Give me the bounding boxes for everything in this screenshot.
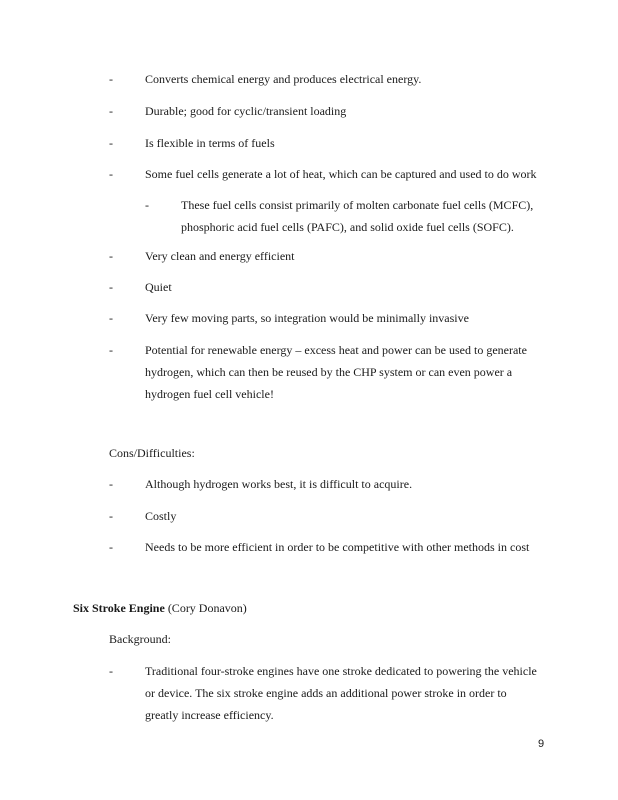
list-item-text: Costly — [145, 509, 177, 523]
list-item-text: Very clean and energy efficient — [145, 249, 295, 263]
bullet-dash: - — [109, 540, 113, 554]
list-item-text: Some fuel cells generate a lot of heat, which can be captured and used to do work — [145, 167, 537, 181]
list-item-text: Very few moving parts, so integration would be minimally invasive — [145, 311, 469, 325]
cons-heading: Cons/Difficulties: — [109, 446, 195, 460]
list-item-text: Needs to be more efficient in order to be competitive with other methods in cost — [145, 540, 530, 554]
list-item-text: hydrogen, which can then be reused by the CHP system or can even power a — [145, 365, 513, 379]
list-item-text: hydrogen fuel cell vehicle! — [145, 387, 274, 401]
list-item-text: Converts chemical energy and produces electrical energy. — [145, 72, 422, 86]
list-item-text: Traditional four-stroke engines have one stroke dedicated to powering the vehicle — [145, 664, 537, 678]
bullet-dash: - — [109, 249, 113, 263]
list-item-text: or device. The six stroke engine adds an additional power stroke in order to — [145, 686, 507, 700]
bullet-dash: - — [109, 664, 113, 678]
bullet-dash: - — [109, 311, 113, 325]
list-item-text: Durable; good for cyclic/transient loading — [145, 104, 347, 118]
bullet-dash: - — [109, 104, 113, 118]
sub-list-item-text: phosphoric acid fuel cells (PAFC), and solid oxide fuel cells (SOFC). — [181, 220, 514, 234]
bullet-dash: - — [109, 477, 113, 491]
bullet-dash: - — [109, 280, 113, 294]
list-item-text: greatly increase efficiency. — [145, 708, 274, 722]
page-number: 9 — [538, 738, 545, 750]
section-title — [73, 601, 247, 615]
sub-bullet-dash: - — [145, 198, 149, 212]
bullet-dash: - — [109, 343, 113, 357]
bullet-dash: - — [109, 509, 113, 523]
section-title-bold: Six Stroke Engine — [73, 601, 165, 615]
list-item-text: Quiet — [145, 280, 172, 294]
bullet-dash: - — [109, 72, 113, 86]
section-title-author: (Cory Donavon) — [164, 601, 247, 615]
bullet-dash: - — [109, 136, 113, 150]
list-item-text: Although hydrogen works best, it is difficult to acquire. — [145, 477, 413, 491]
bullet-dash: - — [109, 167, 113, 181]
sub-list-item-text: These fuel cells consist primarily of molten carbonate fuel cells (MCFC), — [181, 198, 534, 212]
background-heading: Background: — [109, 632, 171, 646]
list-item-text: Is flexible in terms of fuels — [145, 136, 275, 150]
list-item-text: Potential for renewable energy – excess heat and power can be used to generate — [145, 343, 527, 357]
